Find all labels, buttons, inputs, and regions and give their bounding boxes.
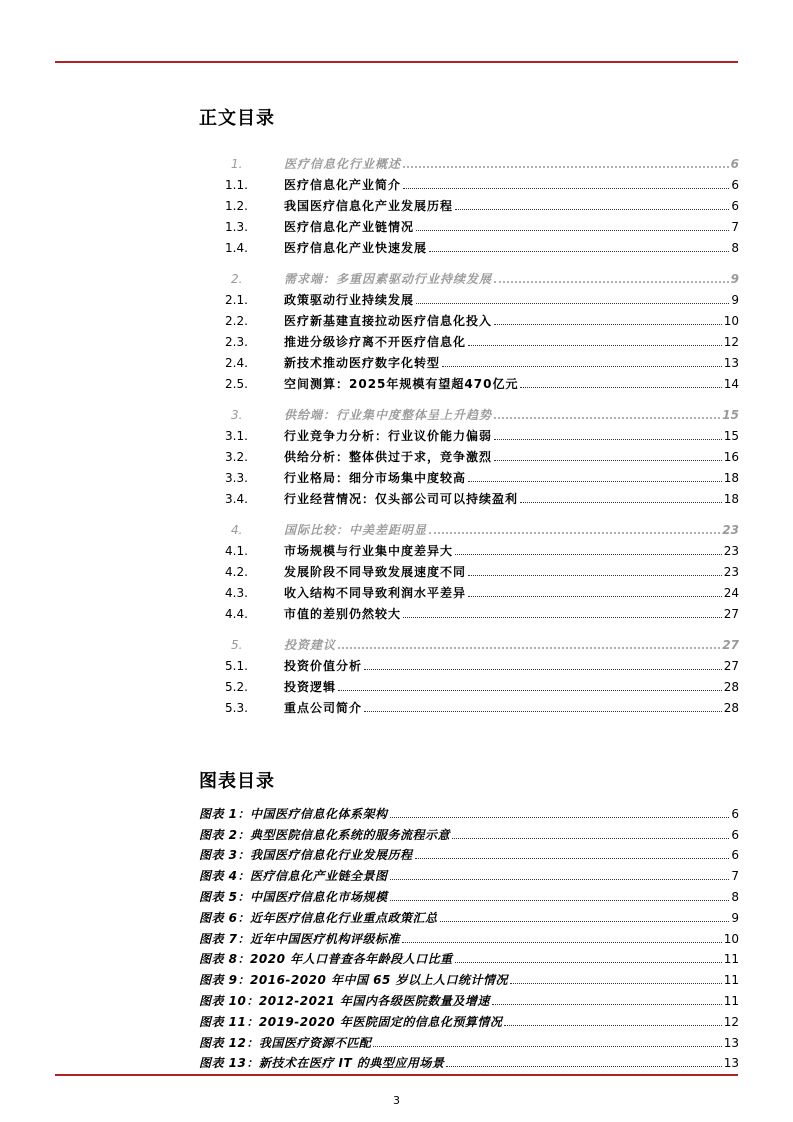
figure-list-row[interactable]	[199, 925, 739, 946]
toc-entry-number: 5.3.	[225, 701, 248, 715]
toc-section-row[interactable]	[199, 192, 739, 213]
dot-leader	[492, 1004, 722, 1005]
dot-leader	[373, 1046, 721, 1047]
dot-leader	[416, 303, 729, 304]
figure-entry-page: 7	[731, 869, 739, 884]
toc-gap	[199, 621, 739, 631]
toc-entry-page: 12	[723, 335, 739, 349]
dot-leader	[494, 439, 722, 440]
toc-entry-title: 医疗信息化产业链情况	[284, 220, 415, 234]
toc-entry-page: 27	[723, 659, 739, 673]
toc-gap	[199, 391, 739, 401]
toc-entry-page: 7	[731, 220, 739, 234]
toc-entry-number: 5.	[231, 638, 243, 652]
figure-entry-page: 11	[723, 952, 739, 967]
toc-section-row[interactable]	[199, 234, 739, 255]
toc-entry-number: 2.3.	[225, 335, 248, 349]
figure-list-row[interactable]	[199, 800, 739, 821]
toc-entry-title: 医疗信息化产业简介	[284, 178, 402, 192]
figure-list-row[interactable]	[199, 1008, 739, 1029]
dot-leader	[338, 647, 720, 649]
toc-entry-page: 9	[730, 272, 739, 286]
figure-list-row[interactable]	[199, 883, 739, 904]
toc-entry-number: 5.1.	[225, 659, 248, 673]
figure-list-row[interactable]	[199, 1029, 739, 1050]
toc-section-row[interactable]	[199, 213, 739, 234]
toc-entry-number: 2.	[231, 272, 243, 286]
toc-chapter-row[interactable]	[199, 265, 739, 286]
figure-list-row[interactable]	[199, 821, 739, 842]
toc-entry-page: 6	[731, 178, 739, 192]
figure-list-row[interactable]	[199, 842, 739, 863]
figure-entry-title: 图表 6：近年医疗信息化行业重点政策汇总	[199, 910, 438, 925]
toc-section-row[interactable]	[199, 307, 739, 328]
dot-leader	[455, 554, 722, 555]
toc-entry-page: 23	[722, 523, 739, 537]
figure-entry-page: 8	[731, 889, 739, 904]
dot-leader	[442, 366, 722, 367]
figure-list-row[interactable]	[199, 904, 739, 925]
toc-entry-page: 9	[731, 293, 739, 307]
dot-leader	[416, 230, 729, 231]
toc-entry-title: 市场规模与行业集中度差异大	[284, 544, 454, 558]
figure-entry-page: 6	[731, 806, 739, 821]
toc-entry-page: 15	[722, 408, 739, 422]
dot-leader	[390, 900, 730, 901]
dot-leader	[390, 879, 730, 880]
toc-entry-title: 空间测算：2025年规模有望超470亿元	[284, 377, 519, 391]
toc-entry-number: 2.1.	[225, 293, 248, 307]
toc-entry-page: 16	[723, 450, 739, 464]
toc-section-row[interactable]	[199, 579, 739, 600]
figure-entry-page: 11	[723, 973, 739, 988]
toc-gap	[199, 506, 739, 516]
toc-entry-title: 行业竞争力分析：行业议价能力偏弱	[284, 429, 493, 443]
toc-entry-title: 需求端：多重因素驱动行业持续发展	[284, 272, 493, 286]
toc-section-row[interactable]	[199, 464, 739, 485]
toc-section-row[interactable]	[199, 558, 739, 579]
figure-entry-title: 图表 1：中国医疗信息化体系架构	[199, 806, 388, 821]
figure-entry-title: 图表 8：2020 年人口普查各年龄段人口比重	[199, 952, 453, 967]
toc-section-row[interactable]	[199, 600, 739, 621]
toc-entry-title: 推进分级诊疗离不开医疗信息化	[284, 335, 467, 349]
toc-section-row[interactable]	[199, 673, 739, 694]
toc-entry-number: 3.3.	[225, 471, 248, 485]
toc-section-row[interactable]	[199, 485, 739, 506]
figure-entry-page: 9	[731, 910, 739, 925]
toc-entry-title: 行业经营情况：仅头部公司可以持续盈利	[284, 492, 519, 506]
toc-entry-title: 投资价值分析	[284, 659, 363, 673]
figure-entry-title: 图表 11：2019-2020 年医院固定的信息化预算情况	[199, 1014, 503, 1029]
toc-section-row[interactable]	[199, 443, 739, 464]
toc-entry-title: 我国医疗信息化产业发展历程	[284, 199, 454, 213]
figure-list-row[interactable]	[199, 946, 739, 967]
toc-section-row[interactable]	[199, 652, 739, 673]
dot-leader	[504, 1025, 721, 1026]
toc-entry-page: 27	[723, 607, 739, 621]
figure-entry-page: 11	[723, 993, 739, 1008]
figure-entry-page: 13	[723, 1035, 739, 1050]
toc-entry-page: 27	[722, 638, 739, 652]
dot-leader	[402, 942, 722, 943]
toc-section-row[interactable]	[199, 422, 739, 443]
toc-entry-number: 1.4.	[225, 241, 248, 255]
figure-list-row[interactable]	[199, 987, 739, 1008]
toc-chapter-row[interactable]	[199, 516, 739, 537]
toc-entry-title: 行业格局：细分市场集中度较高	[284, 471, 467, 485]
dot-leader	[390, 817, 730, 818]
footer-rule	[55, 1074, 738, 1076]
toc-section-row[interactable]	[199, 694, 739, 715]
toc-heading: 正文目录	[199, 108, 275, 129]
dot-leader	[494, 324, 722, 325]
dot-leader	[455, 962, 722, 963]
figure-entry-page: 13	[723, 1056, 739, 1071]
figure-entry-page: 12	[723, 1014, 739, 1029]
figure-entry-title: 图表 9：2016-2020 年中国 65 岁以上人口统计情况	[199, 973, 509, 988]
toc-section-row[interactable]	[199, 328, 739, 349]
figure-entry-page: 6	[731, 848, 739, 863]
table-of-contents	[199, 150, 739, 715]
toc-section-row[interactable]	[199, 286, 739, 307]
dot-leader	[338, 690, 722, 691]
dot-leader	[429, 532, 720, 534]
toc-entry-number: 3.1.	[225, 429, 248, 443]
dot-leader	[468, 345, 722, 346]
toc-entry-number: 4.4.	[225, 607, 248, 621]
toc-section-row[interactable]	[199, 370, 739, 391]
toc-entry-number: 1.2.	[225, 199, 248, 213]
toc-entry-title: 政策驱动行业持续发展	[284, 293, 415, 307]
dot-leader	[403, 617, 722, 618]
toc-entry-page: 6	[730, 157, 739, 171]
toc-entry-page: 18	[723, 492, 739, 506]
dot-leader	[403, 166, 729, 168]
toc-entry-title: 供给端：行业集中度整体呈上升趋势	[284, 408, 493, 422]
toc-entry-title: 医疗信息化行业概述	[284, 157, 402, 171]
figure-entry-title: 图表 4：医疗信息化产业链全景图	[199, 869, 388, 884]
toc-entry-number: 1.1.	[225, 178, 248, 192]
toc-entry-title: 收入结构不同导致利润水平差异	[284, 586, 467, 600]
dot-leader	[403, 188, 729, 189]
toc-entry-number: 1.3.	[225, 220, 248, 234]
dot-leader	[455, 209, 729, 210]
page-number: 3	[393, 1094, 400, 1107]
toc-entry-number: 3.4.	[225, 492, 248, 506]
toc-entry-number: 4.	[231, 523, 243, 537]
toc-chapter-row[interactable]	[199, 401, 739, 422]
dot-leader	[364, 669, 722, 670]
dot-leader	[440, 921, 730, 922]
dot-leader	[494, 417, 720, 419]
dot-leader	[494, 460, 722, 461]
figure-entry-title: 图表 12：我国医疗资源不匹配	[199, 1035, 372, 1050]
dot-leader	[494, 281, 729, 283]
toc-entry-title: 投资建议	[284, 638, 337, 652]
dot-leader	[415, 858, 730, 859]
toc-gap	[199, 255, 739, 265]
header-rule	[55, 61, 738, 63]
toc-entry-page: 18	[723, 471, 739, 485]
figure-entry-title: 图表 10：2012-2021 年国内各级医院数量及增速	[199, 993, 490, 1008]
dot-leader	[510, 983, 722, 984]
toc-entry-number: 2.2.	[225, 314, 248, 328]
toc-entry-page: 24	[723, 586, 739, 600]
list-of-figures	[199, 800, 739, 1070]
toc-entry-number: 4.2.	[225, 565, 248, 579]
toc-entry-number: 3.2.	[225, 450, 248, 464]
figure-entry-page: 10	[723, 931, 739, 946]
dot-leader	[468, 481, 722, 482]
figure-list-row[interactable]	[199, 1050, 739, 1071]
figure-entry-title: 图表 3：我国医疗信息化行业发展历程	[199, 848, 413, 863]
figure-list-row[interactable]	[199, 966, 739, 987]
toc-entry-page: 10	[723, 314, 739, 328]
toc-entry-title: 供给分析：整体供过于求，竞争激烈	[284, 450, 493, 464]
toc-entry-page: 8	[731, 241, 739, 255]
toc-entry-title: 发展阶段不同导致发展速度不同	[284, 565, 467, 579]
toc-entry-page: 6	[731, 199, 739, 213]
toc-entry-title: 投资逻辑	[284, 680, 337, 694]
dot-leader	[364, 711, 722, 712]
figure-entry-title: 图表 13：新技术在医疗 IT 的典型应用场景	[199, 1056, 445, 1071]
toc-section-row[interactable]	[199, 349, 739, 370]
toc-entry-page: 13	[723, 356, 739, 370]
dot-leader	[452, 838, 729, 839]
toc-chapter-row[interactable]	[199, 150, 739, 171]
figure-entry-page: 6	[731, 827, 739, 842]
toc-entry-title: 医疗新基建直接拉动医疗信息化投入	[284, 314, 493, 328]
toc-entry-number: 4.3.	[225, 586, 248, 600]
toc-chapter-row[interactable]	[199, 631, 739, 652]
toc-entry-number: 3.	[231, 408, 243, 422]
toc-section-row[interactable]	[199, 537, 739, 558]
toc-entry-page: 28	[723, 701, 739, 715]
dot-leader	[468, 596, 722, 597]
toc-entry-number: 1.	[231, 157, 243, 171]
toc-entry-page: 14	[723, 377, 739, 391]
toc-entry-number: 2.4.	[225, 356, 248, 370]
figure-list-row[interactable]	[199, 862, 739, 883]
dot-leader	[520, 387, 721, 388]
toc-entry-title: 医疗信息化产业快速发展	[284, 241, 428, 255]
figures-heading: 图表目录	[199, 771, 275, 792]
toc-entry-title: 重点公司简介	[284, 701, 363, 715]
figure-entry-title: 图表 2：典型医院信息化系统的服务流程示意	[199, 827, 451, 842]
toc-entry-number: 4.1.	[225, 544, 248, 558]
dot-leader	[468, 575, 722, 576]
dot-leader	[429, 251, 729, 252]
dot-leader	[446, 1066, 721, 1067]
toc-entry-title: 市值的差别仍然较大	[284, 607, 402, 621]
toc-entry-page: 23	[723, 565, 739, 579]
toc-entry-number: 2.5.	[225, 377, 248, 391]
toc-entry-title: 国际比较：中美差距明显	[284, 523, 428, 537]
toc-entry-page: 23	[723, 544, 739, 558]
toc-entry-page: 28	[723, 680, 739, 694]
figure-entry-title: 图表 5：中国医疗信息化市场规模	[199, 889, 388, 904]
toc-entry-page: 15	[723, 429, 739, 443]
dot-leader	[520, 502, 722, 503]
figure-entry-title: 图表 7：近年中国医疗机构评级标准	[199, 931, 401, 946]
toc-entry-title: 新技术推动医疗数字化转型	[284, 356, 441, 370]
toc-entry-number: 5.2.	[225, 680, 248, 694]
toc-section-row[interactable]	[199, 171, 739, 192]
